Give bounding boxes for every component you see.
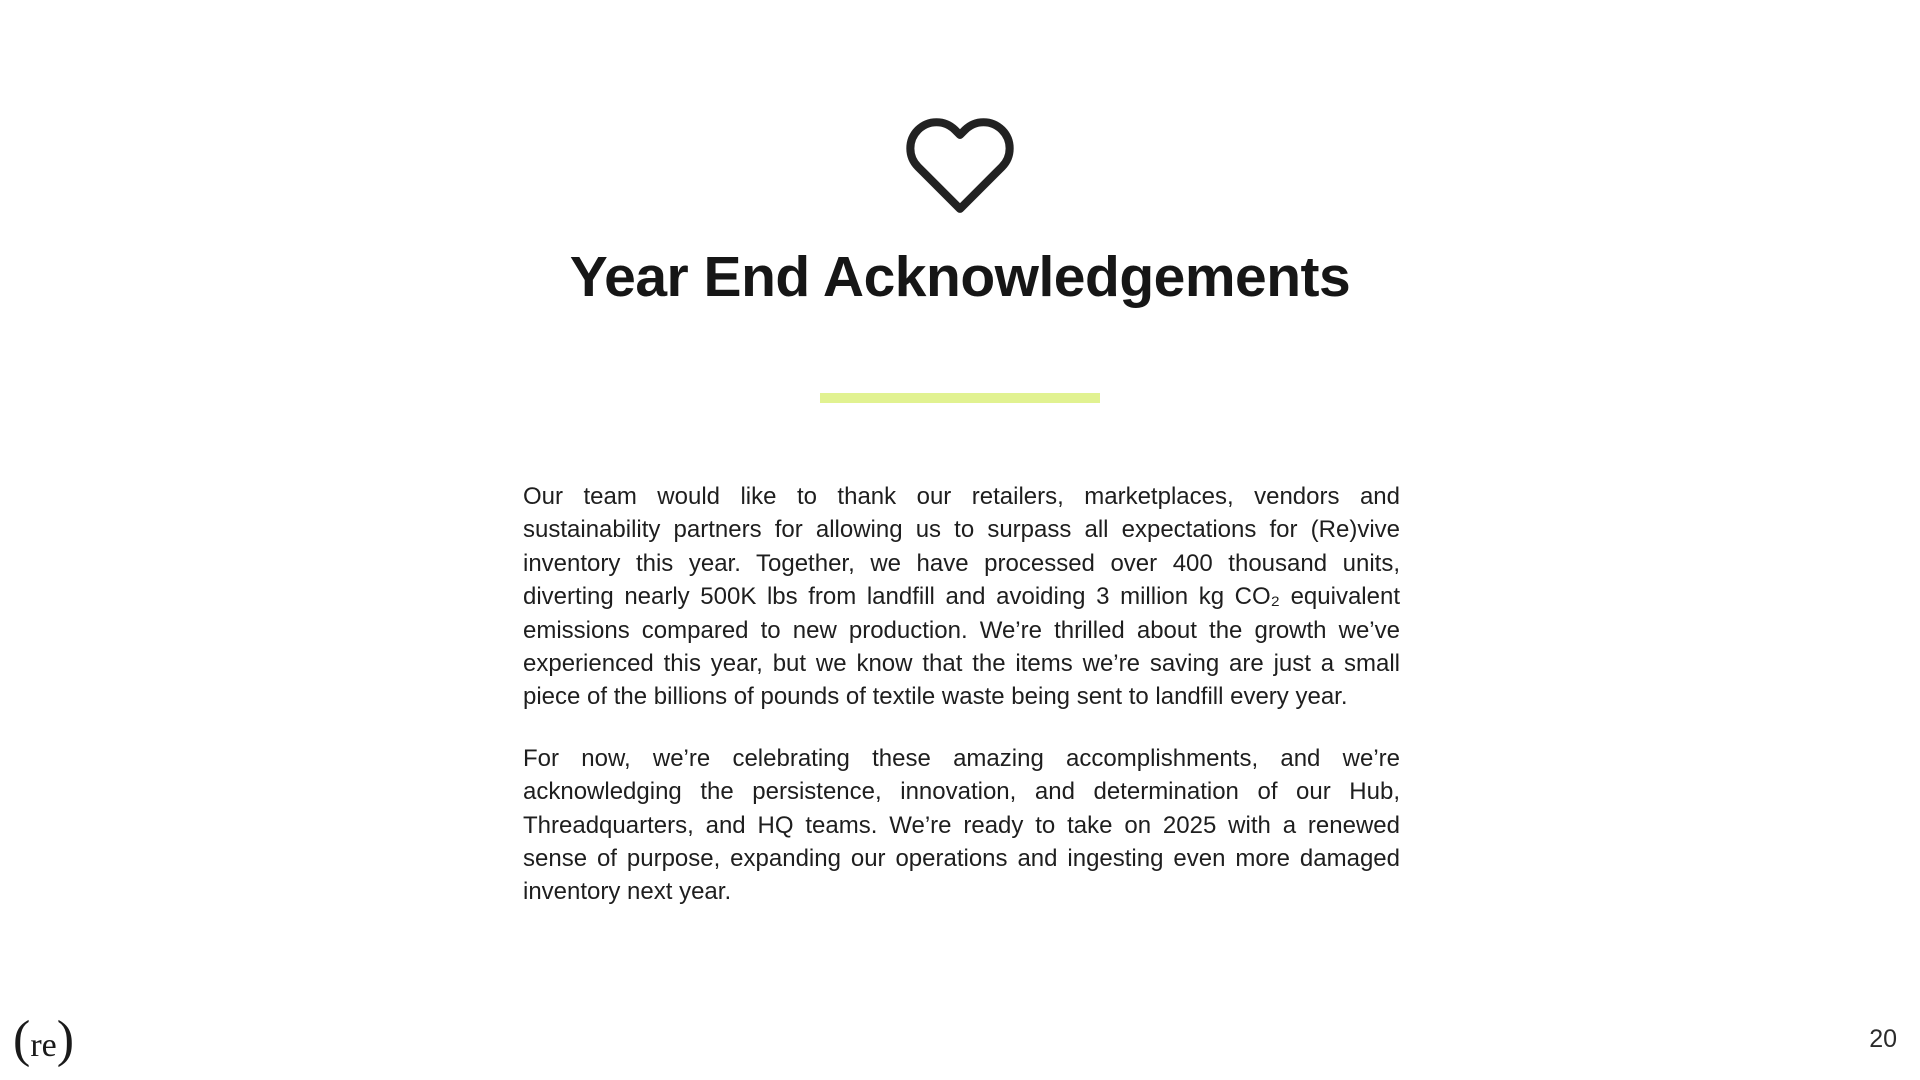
paragraph: For now, we’re celebrating these amazing accomplishments, and we’re acknowledging the persistence, innovation, and determination of our Hub, Threadquarters, and HQ teams. We’re ready to take on 2025 with a renewed sense of purpose, expanding our operations and ingesting even more damaged inventory next year. [523,744,1400,906]
page-number: 20 [1869,1025,1897,1053]
body-text [523,480,1400,909]
accent-divider [820,393,1100,403]
logo-paren-open: ( [13,1011,31,1068]
logo-text: re [30,1027,57,1064]
logo-paren-close: ) [56,1011,75,1068]
heart-icon [903,108,1017,222]
brand-logo [13,1011,75,1068]
slide-title: Year End Acknowledgements [569,245,1351,309]
paragraph: Our team would like to thank our retailers, marketplaces, vendors and sustainability partners for allowing us to surpass all expectations for (Re)vive inventory this year. Together, we have processed over 400 thousand units, diverting nearly 500K lbs from landfill and avoiding 3 million kg CO₂ equivalent emissions compared to new production. We’re thrilled about the growth we’ve experienced this year, but we know that the items we’re saving are just a small piece of the billions of pounds of textile waste being sent to landfill every year. [523,483,1400,711]
